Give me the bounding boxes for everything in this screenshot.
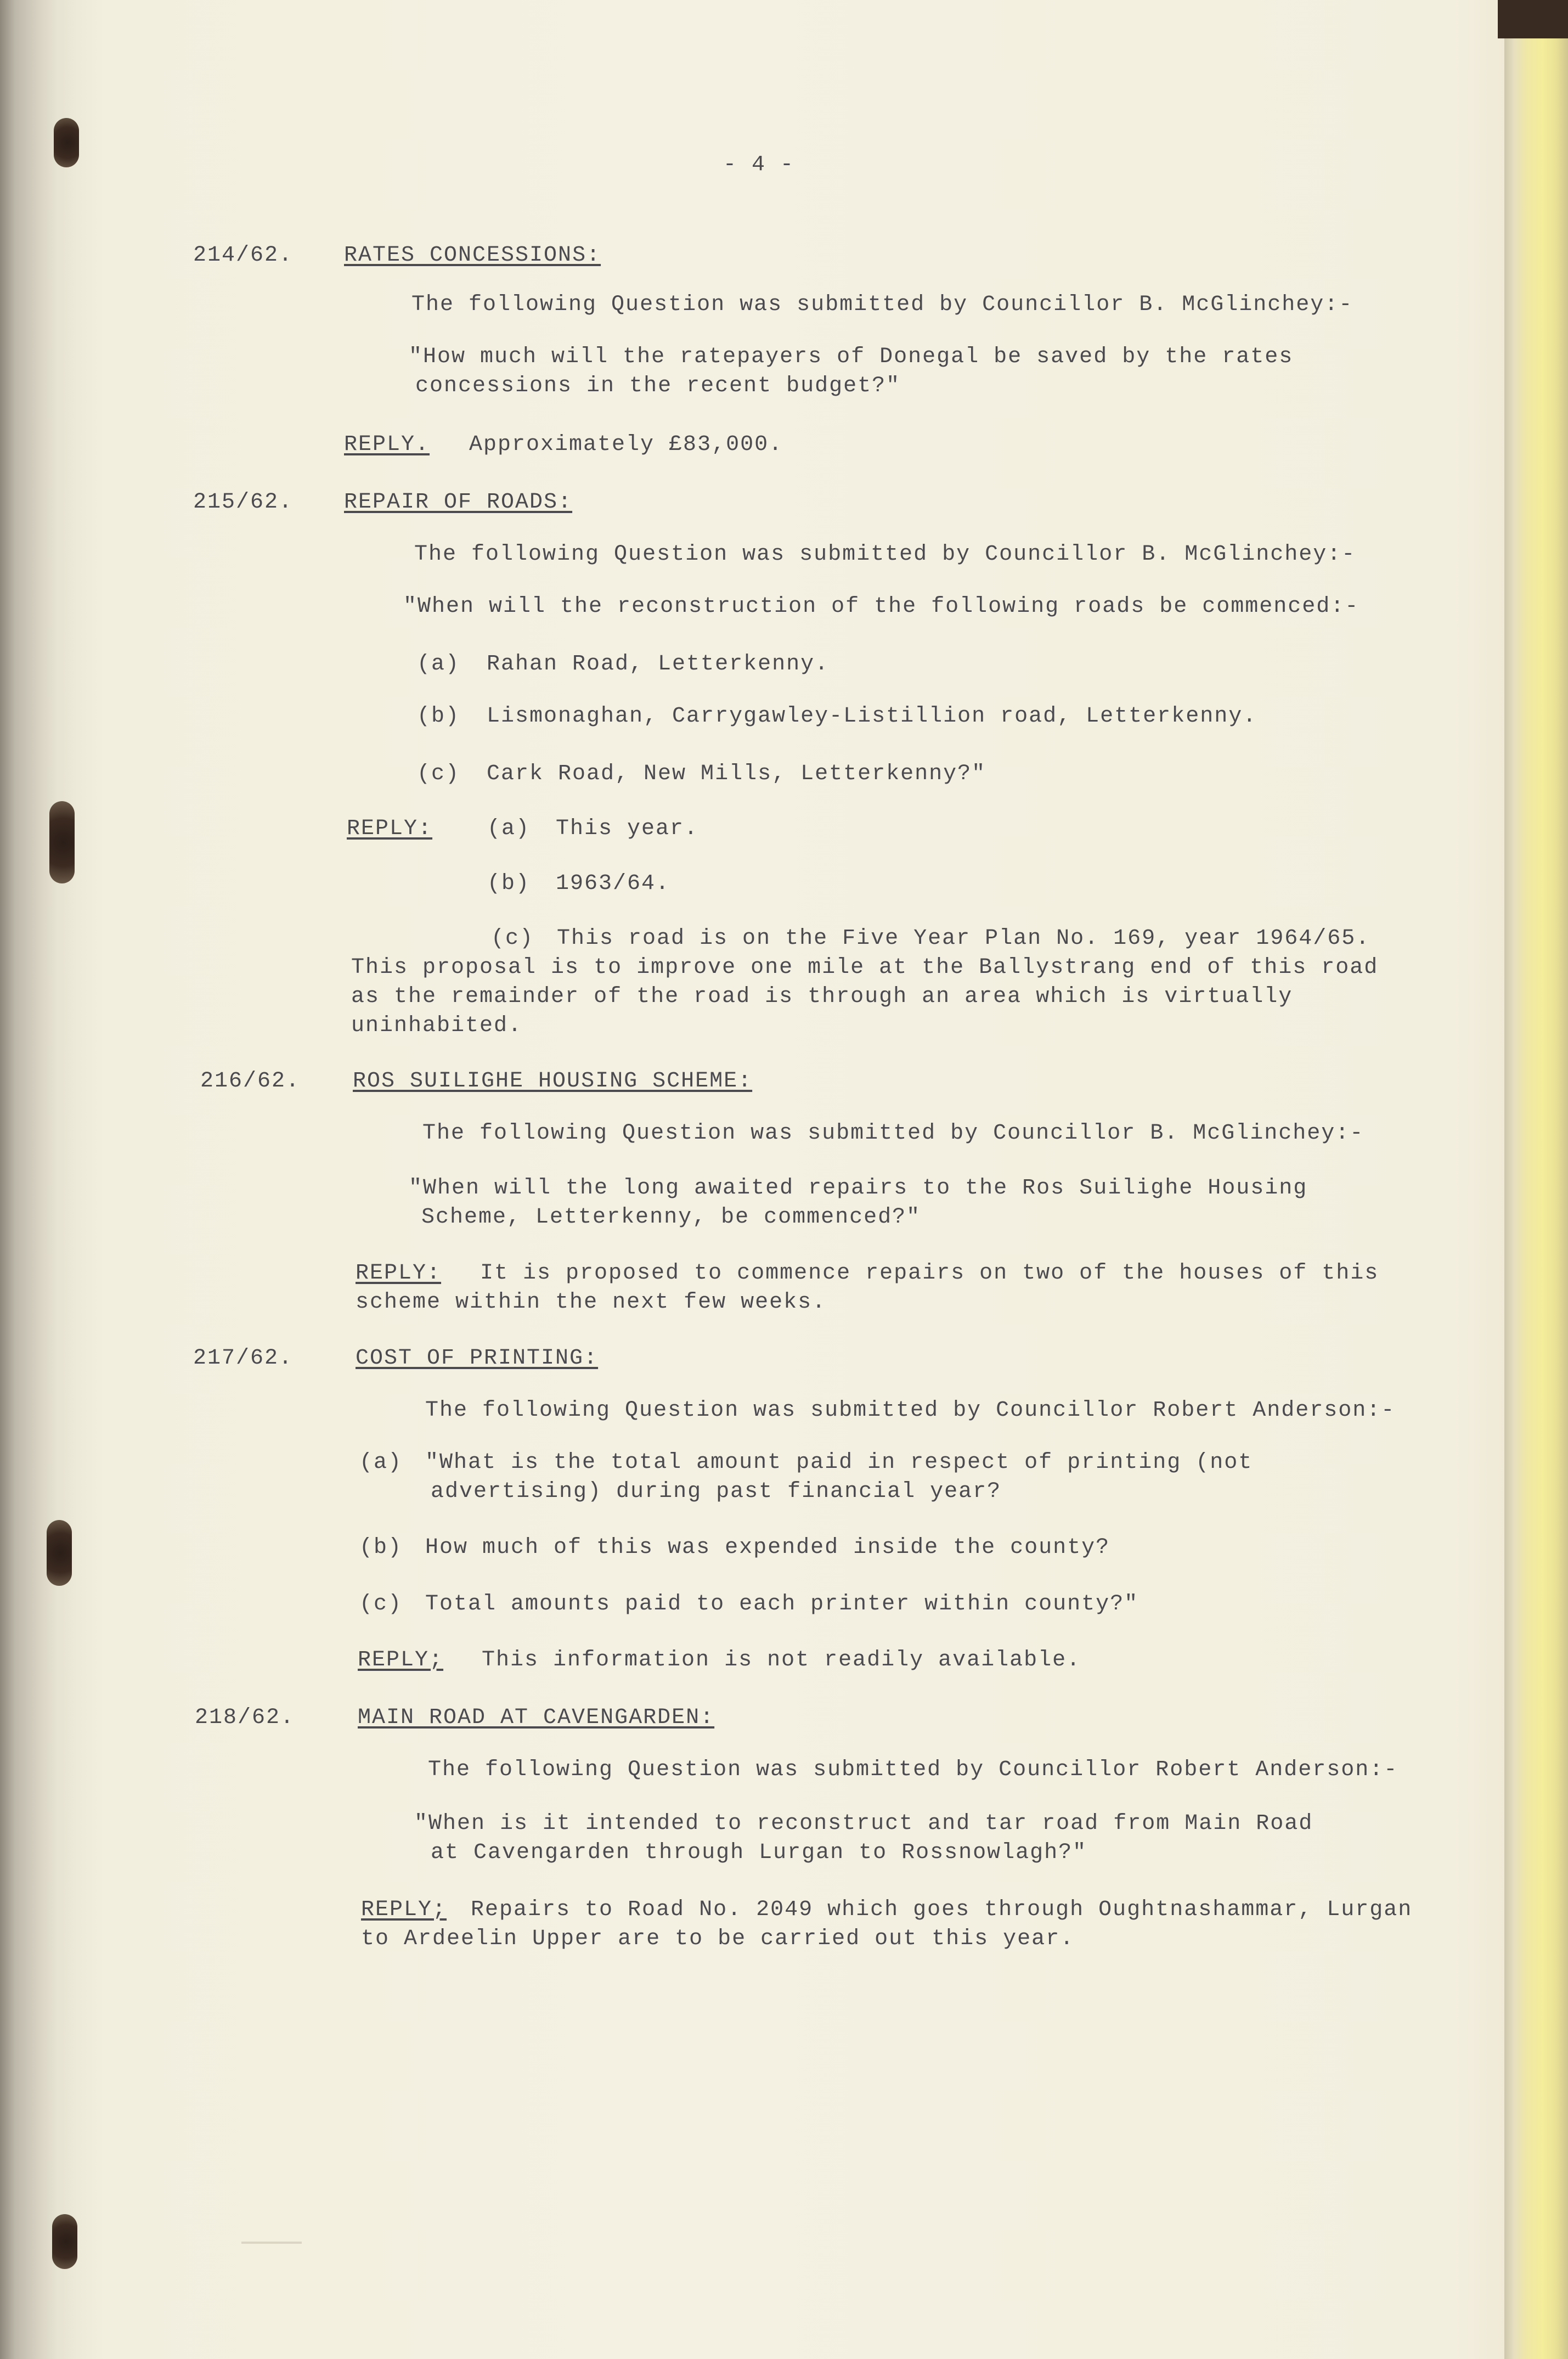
page-number: - 4 - [723,153,795,177]
reply-option-text: 1963/64. [556,871,670,896]
reply-option-text: This road is on the Five Year Plan No. 169, year 1964/65. [557,926,1370,951]
reply-line: This information is not readily available. [482,1648,1081,1673]
question-line: Scheme, Letterkenny, be commenced?" [421,1205,921,1230]
option-text: "What is the total amount paid in respect of printing (not [425,1450,1253,1475]
question-intro: The following Question was submitted by Councillor B. McGlinchey:- [411,292,1353,317]
reply-line: This proposal is to improve one mile at the Ballystrang end of this road [351,955,1379,980]
item-heading: MAIN ROAD AT CAVENGARDEN: [358,1705,715,1730]
item-number: 216/62. [200,1069,301,1094]
next-page-edge [1504,33,1568,2359]
item-heading: RATES CONCESSIONS: [344,243,601,268]
reply-label: REPLY; [361,1898,447,1922]
option-text: Rahan Road, Letterkenny. [487,652,830,677]
reply-label: REPLY. [344,432,430,457]
item-number: 218/62. [195,1705,295,1730]
reply-line: as the remainder of the road is through an area which is virtually [351,984,1293,1009]
option-letter: (b) [417,704,460,729]
reply-option-letter: (b) [487,871,531,896]
question-lead: "When will the reconstruction of the following roads be commenced:- [403,594,1360,619]
reply-line: scheme within the next few weeks. [356,1290,827,1315]
reply-line: Approximately £83,000. [469,432,783,457]
question-intro: The following Question was submitted by Councillor Robert Anderson:- [428,1758,1398,1782]
reply-line: Repairs to Road No. 2049 which goes through Oughtnashammar, Lurgan [471,1898,1413,1922]
question-line: "When is it intended to reconstruct and tar road from Main Road [414,1811,1313,1836]
option-text: Total amounts paid to each printer within county?" [425,1592,1139,1617]
option-text: Lismonaghan, Carrygawley-Listillion road, Letterkenny. [487,704,1257,729]
question-intro: The following Question was submitted by Councillor B. McGlinchey:- [422,1121,1364,1146]
question-line: "When will the long awaited repairs to the Ros Suilighe Housing [409,1176,1308,1201]
reply-line: It is proposed to commence repairs on two of the houses of this [480,1261,1379,1286]
reply-line: uninhabited. [351,1014,523,1038]
binding-margin [0,0,74,2359]
question-line: concessions in the recent budget?" [415,374,901,398]
item-number: 217/62. [193,1346,294,1371]
reply-option-text: This year. [556,817,699,841]
option-text: Cark Road, New Mills, Letterkenny?" [487,762,986,786]
item-number: 215/62. [193,490,294,515]
option-text: How much of this was expended inside the county? [425,1535,1110,1560]
paper-mark [241,2242,302,2244]
question-line: "How much will the ratepayers of Donegal be saved by the rates [409,345,1294,369]
item-heading: REPAIR OF ROADS: [344,490,573,515]
reply-label: REPLY; [358,1648,444,1673]
punch-hole-lower [47,1520,72,1586]
punch-hole-upper [49,801,75,883]
punch-hole-top [54,118,79,167]
reply-option-letter: (a) [487,817,531,841]
option-letter: (a) [359,1450,403,1475]
punch-hole-bottom [52,2214,77,2269]
item-number: 214/62. [193,243,294,268]
option-letter: (a) [417,652,460,677]
option-letter: (c) [359,1592,403,1617]
question-line: at Cavengarden through Lurgan to Rossnowlagh?" [431,1840,1087,1865]
reply-line: to Ardeelin Upper are to be carried out this year. [361,1927,1075,1951]
question-intro: The following Question was submitted by Councillor Robert Anderson:- [425,1398,1396,1423]
question-intro: The following Question was submitted by Councillor B. McGlinchey:- [414,542,1356,567]
item-heading: ROS SUILIGHE HOUSING SCHEME: [353,1069,753,1094]
reply-label: REPLY: [347,817,433,841]
option-text-cont: advertising) during past financial year? [431,1479,1002,1504]
reply-label: REPLY: [356,1261,442,1286]
reply-option-letter: (c) [491,926,534,951]
binder-corner [1498,0,1568,38]
option-letter: (b) [359,1535,403,1560]
option-letter: (c) [417,762,460,786]
item-heading: COST OF PRINTING: [356,1346,599,1371]
